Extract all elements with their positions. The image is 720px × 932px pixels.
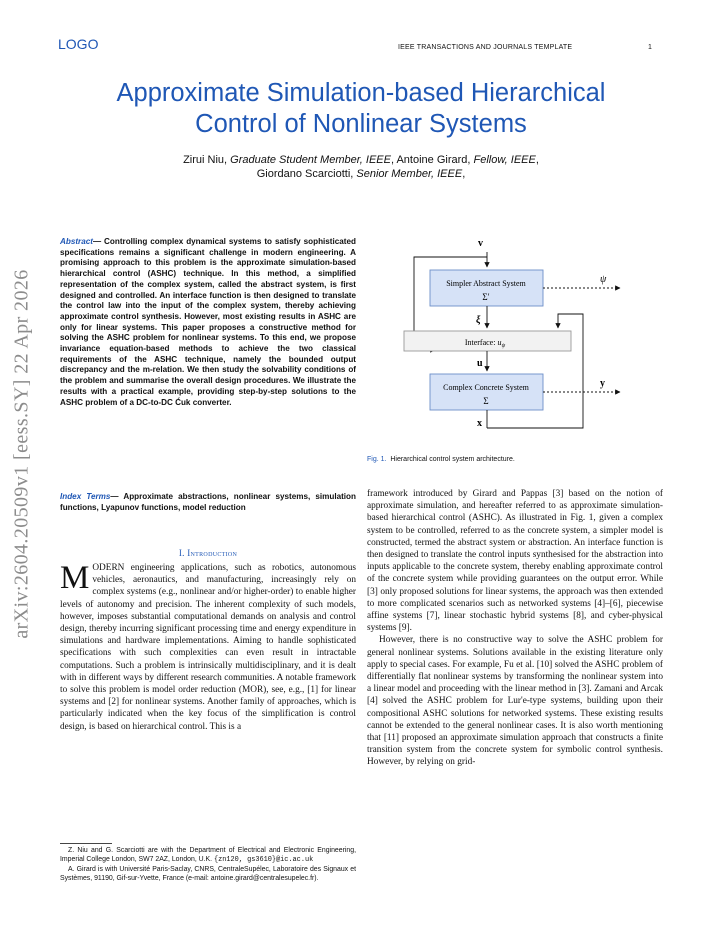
intro-column-right (367, 488, 663, 769)
arxiv-identifier: arXiv:2604.20509v1 [eess.SY] 22 Apr 2026 (10, 268, 33, 639)
footnote-emails: {zn120, gs3610}@ic.ac.uk (213, 856, 314, 864)
intro-paragraph-left (60, 562, 356, 733)
output-psi-label: ψ (600, 274, 607, 285)
author-name: , Antoine Girard, (390, 154, 474, 166)
index-terms-label: Index Terms (60, 492, 111, 501)
title-line: Approximate Simulation-based Hierarchical (116, 79, 606, 107)
intro-paragraph: However, there is no constructive way to solve the ASHC problem for general nonlinear systems. Solutions available in the existing literature only apply to special cases. For example, Fu et al. [10] solved the ASHC problem of differentially flat nonlinear systems by transforming the nonlinear system into a linear model and proceeding with the linear method in [3]. Zamani and Arcak [4] solved the ASHC problem for Lur'e-type systems, building upon their compositional ASHC solutions for networked systems. These existing results cannot be extended to the general nonlinear cases. It is also worth mentioning that [11] proposed an approximate simulation approach that constructs a finite transition system from the concrete system for symbolic control synthesis. However, by relying on grid- (367, 635, 663, 768)
journal-name: IEEE TRANSACTIONS AND JOURNALS TEMPLATE (398, 44, 573, 51)
footnote-affiliation (60, 846, 356, 865)
index-terms-text: — Approximate abstractions, nonlinear systems, simulation functions, Lyapunov functions, model reduction (60, 492, 356, 512)
concrete-system-symbol: Σ (483, 396, 489, 406)
interface-text: Interface: (464, 338, 498, 347)
section-heading (60, 548, 356, 558)
abstract-system-label: Simpler Abstract System (446, 279, 526, 288)
caption-text: Hierarchical control system architecture. (390, 456, 515, 463)
arxiv-stamp (4, 246, 40, 661)
abstract-text: — Controlling complex dynamical systems to satisfy sophisticated specifications remains a significant challenge in modern engineering. A promising approach to this problem is the approximate simulation-based hierarchical control (ASHC) technique. In this method, a simplified representation of the complex system, called the abstract system, is first designed and controlled. An interface function is then designed to translate the control law into the input of the complex system, thereby achieving approximate control synthesis. However, most existing results in ASHC are only for linear systems. This paper proposes a constructive method for solving the ASHC problem for nonlinear systems. To this end, we propose invariance equation-based methods to achieve the two classical requirements of the ASHC technique, namely the bounded output discrepancy and the m-relation. We then study the solvability conditions of the problem and summarise the overall design procedures. We illustrate the results with a practical example, providing step-by-step solutions to the ASHC problem of a DC-to-DC Ćuk converter. (60, 237, 356, 407)
output-y-label: y (600, 378, 605, 389)
author-list (60, 153, 662, 181)
footnote-affiliation: A. Girard is with Université Paris-Saclay, CNRS, CentraleSupélec, Laboratoire des Signaux et Systèmes, 91190, Gif-sur-Yvette, France (e-mail: antoine.girard@centralesupelec.fr). (60, 866, 356, 882)
architecture-diagram (398, 232, 660, 447)
author-role: Fellow, IEEE (473, 154, 536, 166)
intro-text: ODERN engineering applications, such as robotics, autonomous vehicles, aeronautics, and manufacturing, increasingly rely on complex systems (e.g., nonlinear and/or higher-order) to enable higher levels of autonomy and precision. The inherent complexity of such models, however, imposes substantial computational demands on analysis and control design, thereby incurring significant processing time and energy expenditure in simulations and hardware implementations. Aiming to handle sophisticated specifications with such complexities can even result in intractable computations. Such a problem is intrinsically multidisciplinary, and it is dealt with in different ways by different research communities. A notable framework to solve this problem is model order reduction (MOR), see, e.g., [1] for linear systems and [2] for nonlinear systems. Another family of approaches, which is particularly indicated when the key focus of the simplification is control design, is based on hierarchical control. This is a (60, 563, 356, 732)
interface-symbol: u (497, 338, 502, 347)
logo: LOGO (58, 36, 99, 52)
section-number: I. (178, 548, 188, 558)
index-terms (60, 492, 356, 513)
drop-cap: M (60, 560, 90, 596)
footnote-divider (60, 843, 112, 844)
footnote-text: Z. Niu and G. Scarciotti are with the Department of Electrical and Electronic Engineering, Imperial College London, SW7 2AZ, London, U.K. (60, 847, 356, 863)
x-label: x (477, 418, 482, 429)
author-line (60, 167, 662, 181)
abstract-system-symbol: Σ′ (482, 292, 490, 302)
footnote (60, 846, 356, 883)
xi-label: ξ (476, 315, 481, 326)
author-separator: , (462, 168, 466, 180)
input-v-label: v (478, 238, 483, 249)
concrete-system-label: Complex Concrete System (443, 383, 529, 392)
figure-caption (367, 456, 663, 463)
author-role: Graduate Student Member, IEEE (230, 154, 391, 166)
abstract-label: Abstract (60, 237, 93, 246)
author-name: Giordano Scarciotti, (256, 168, 357, 180)
abstract (60, 237, 356, 408)
intro-paragraph: framework introduced by Girard and Pappas [3] based on the notion of approximate simulation, and hereafter referred to as approximate simulation-based hierarchical control (ASHC). As illustrated in Fig. 1, given a complex system to be controlled, referred to as the concrete system, a simpler model is constructed, termed the abstract system or abstraction. An interface function is then designed to translate the control inputs synthesised for the abstraction into inputs applicable to the concrete system, thereby enabling approximate control of the concrete system while providing guarantees on the output error. While [3] only proposed solutions for linear systems, the approach was then extended to more complicated scenarios such as networked systems [4]–[6], piecewise affine systems [7], linear stochastic hybrid systems [8], and cyber-physical systems [9]. (367, 489, 663, 634)
author-line (60, 153, 662, 167)
paper-title (60, 78, 662, 140)
author-name: Zirui Niu, (183, 154, 231, 166)
author-separator: , (535, 154, 539, 166)
author-role: Senior Member, IEEE (356, 168, 463, 180)
title-line: Control of Nonlinear Systems (195, 110, 527, 138)
u-label: u (477, 358, 483, 369)
caption-label: Fig. 1. (367, 456, 387, 463)
section-title: Introduction (187, 548, 238, 558)
page-number: 1 (648, 44, 652, 51)
interface-subscript: ψ (501, 343, 506, 349)
